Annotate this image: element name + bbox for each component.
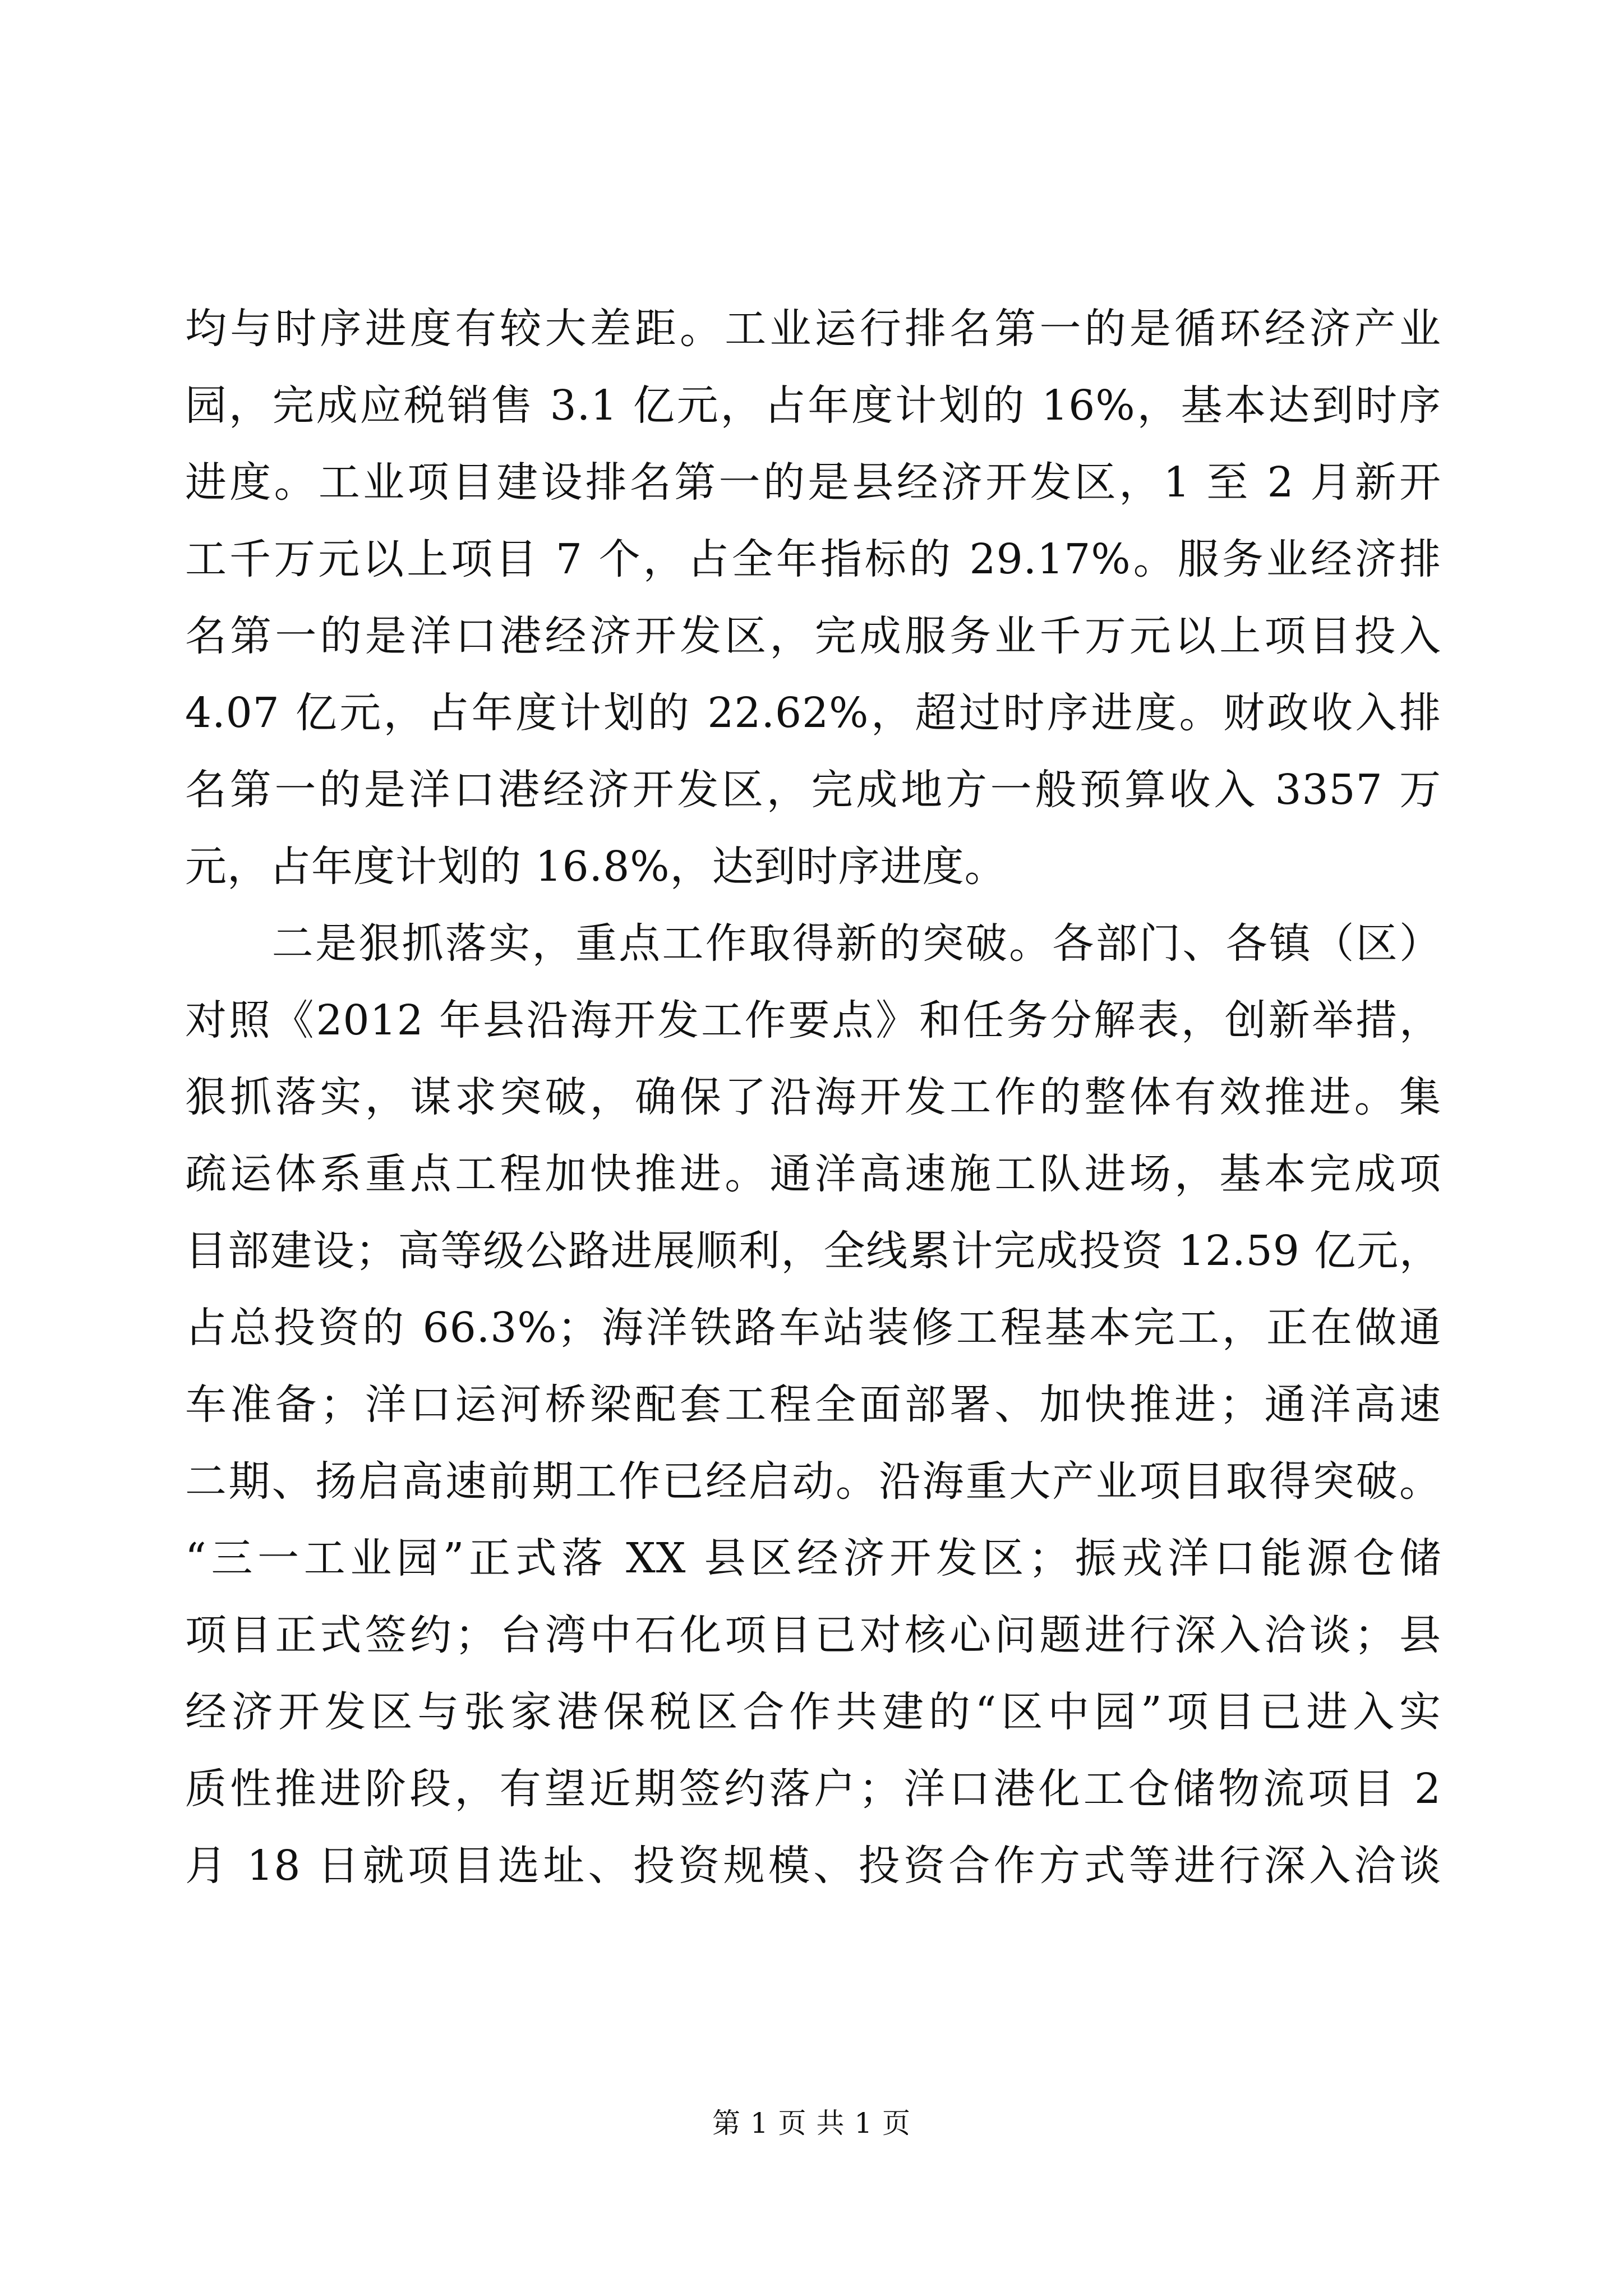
text-line: 均与时序进度有较大差距。工业运行排名第一的是循环经济产业	[185, 305, 1441, 353]
text-line: 名第一的是洋口港经济开发区，完成地方一般预算收入 3357 万	[185, 766, 1441, 814]
text-line: 二是狠抓落实，重点工作取得新的突破。各部门、各镇（区）	[185, 919, 1441, 968]
text-line: 进度。工业项目建设排名第一的是县经济开发区，1 至 2 月新开	[185, 458, 1441, 507]
text-line: 园，完成应税销售 3.1 亿元，占年度计划的 16%，基本达到时序	[185, 381, 1441, 430]
text-line: 疏运体系重点工程加快推进。通洋高速施工队进场，基本完成项	[185, 1150, 1441, 1198]
text-line: 月 18 日就项目选址、投资规模、投资合作方式等进行深入洽谈	[185, 1842, 1441, 1890]
text-line: 二期、扬启高速前期工作已经启动。沿海重大产业项目取得突破。	[185, 1457, 1441, 1506]
text-line: 项目正式签约；台湾中石化项目已对核心问题进行深入洽谈；县	[185, 1611, 1441, 1659]
text-line: 占总投资的 66.3%；海洋铁路车站装修工程基本完工，正在做通	[185, 1304, 1441, 1352]
text-line: 质性推进阶段，有望近期签约落户；洋口港化工仓储物流项目 2	[185, 1765, 1441, 1813]
page-footer	[0, 2101, 1623, 2141]
text-line: 4.07 亿元，占年度计划的 22.62%，超过时序进度。财政收入排	[185, 689, 1441, 737]
document-body	[185, 291, 1441, 1904]
text-line: 目部建设；高等级公路进展顺利，全线累计完成投资 12.59 亿元，	[185, 1227, 1441, 1275]
text-line: 元，占年度计划的 16.8%，达到时序进度。	[185, 843, 1007, 891]
text-line: 工千万元以上项目 7 个，占全年指标的 29.17%。服务业经济排	[185, 535, 1441, 583]
text-line: 经济开发区与张家港保税区合作共建的“区中园”项目已进入实	[185, 1688, 1441, 1736]
text-line: 名第一的是洋口港经济开发区，完成服务业千万元以上项目投入	[185, 612, 1441, 660]
text-line: “三一工业园”正式落 XX 县区经济开发区；振戎洋口能源仓储	[185, 1534, 1441, 1582]
text-line: 对照《2012 年县沿海开发工作要点》和任务分解表，创新举措，	[185, 996, 1441, 1045]
text-line: 狠抓落实，谋求突破，确保了沿海开发工作的整体有效推进。集	[185, 1073, 1441, 1121]
text-line: 车准备；洋口运河桥梁配套工程全面部署、加快推进；通洋高速	[185, 1381, 1441, 1429]
page-number-label: 第 1 页 共 1 页	[712, 2107, 911, 2139]
